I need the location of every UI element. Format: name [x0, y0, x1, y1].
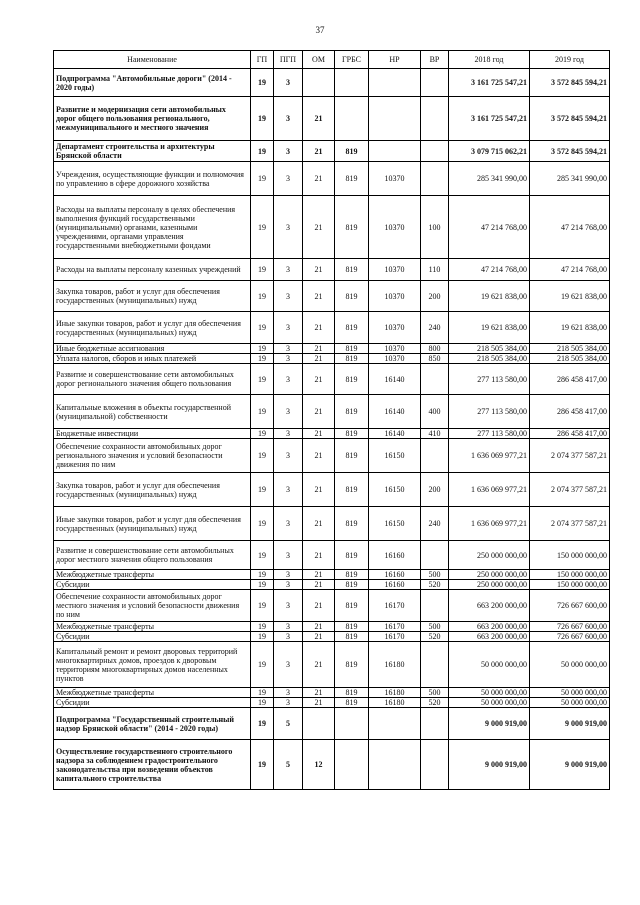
- cell-2019: 3 572 845 594,21: [530, 141, 610, 162]
- cell-pgp: 3: [274, 395, 303, 429]
- cell-2018: 3 161 725 547,21: [449, 97, 530, 141]
- cell-gp: 19: [251, 632, 274, 642]
- cell-pgp: 5: [274, 740, 303, 790]
- cell-2019: 285 341 990,00: [530, 162, 610, 196]
- cell-nr: [369, 141, 421, 162]
- cell-name: Межбюджетные трансферты: [54, 622, 251, 632]
- cell-pgp: 3: [274, 364, 303, 395]
- cell-pgp: 3: [274, 354, 303, 364]
- cell-2018: 47 214 768,00: [449, 259, 530, 281]
- cell-name: Закупка товаров, работ и услуг для обеспечения государственных (муниципальных) нужд: [54, 473, 251, 507]
- cell-name: Учреждения, осуществляющие функции и полномочия по управлению в сфере дорожного хозяйства: [54, 162, 251, 196]
- cell-name: Субсидии: [54, 632, 251, 642]
- cell-2019: 50 000 000,00: [530, 642, 610, 688]
- cell-name: Расходы на выплаты персоналу казенных учреждений: [54, 259, 251, 281]
- cell-2018: 3 079 715 062,21: [449, 141, 530, 162]
- cell-gp: 19: [251, 541, 274, 570]
- table-row: [54, 196, 610, 259]
- cell-grbs: 819: [335, 570, 369, 580]
- cell-nr: 16170: [369, 632, 421, 642]
- cell-pgp: 3: [274, 698, 303, 708]
- cell-om: 21: [303, 580, 335, 590]
- cell-grbs: 819: [335, 580, 369, 590]
- cell-pgp: 3: [274, 312, 303, 344]
- header-grbs: ГРБС: [335, 51, 369, 69]
- cell-gp: 19: [251, 473, 274, 507]
- cell-vr: [421, 162, 449, 196]
- cell-nr: 16170: [369, 590, 421, 622]
- cell-name: Субсидии: [54, 580, 251, 590]
- cell-grbs: 819: [335, 541, 369, 570]
- cell-gp: 19: [251, 698, 274, 708]
- cell-2019: 9 000 919,00: [530, 740, 610, 790]
- table-row: [54, 580, 610, 590]
- cell-2019: 19 621 838,00: [530, 312, 610, 344]
- cell-2018: 1 636 069 977,21: [449, 507, 530, 541]
- cell-nr: 10370: [369, 259, 421, 281]
- cell-2018: 9 000 919,00: [449, 708, 530, 740]
- cell-om: 21: [303, 622, 335, 632]
- cell-om: [303, 708, 335, 740]
- cell-vr: 520: [421, 632, 449, 642]
- cell-2019: 19 621 838,00: [530, 281, 610, 312]
- cell-name: Обеспечение сохранности автомобильных дорог местного значения и условий безопасности движения по ним: [54, 590, 251, 622]
- cell-name: Закупка товаров, работ и услуг для обеспечения государственных (муниципальных) нужд: [54, 281, 251, 312]
- cell-om: 12: [303, 740, 335, 790]
- cell-nr: 16180: [369, 698, 421, 708]
- cell-nr: 16160: [369, 570, 421, 580]
- page-number: 37: [315, 25, 325, 35]
- cell-om: 21: [303, 97, 335, 141]
- cell-2019: 286 458 417,00: [530, 429, 610, 439]
- cell-grbs: [335, 69, 369, 97]
- cell-grbs: 819: [335, 688, 369, 698]
- cell-gp: 19: [251, 364, 274, 395]
- cell-vr: 240: [421, 507, 449, 541]
- cell-nr: 10370: [369, 312, 421, 344]
- cell-2018: 50 000 000,00: [449, 642, 530, 688]
- cell-name: Капитальные вложения в объекты государственной (муниципальной) собственности: [54, 395, 251, 429]
- cell-2019: 726 667 600,00: [530, 622, 610, 632]
- cell-pgp: 3: [274, 344, 303, 354]
- cell-nr: 10370: [369, 354, 421, 364]
- budget-table: [53, 50, 610, 790]
- cell-om: 21: [303, 698, 335, 708]
- cell-pgp: 3: [274, 570, 303, 580]
- header-gp: ГП: [251, 51, 274, 69]
- cell-om: 21: [303, 259, 335, 281]
- cell-vr: [421, 740, 449, 790]
- cell-2018: 663 200 000,00: [449, 622, 530, 632]
- cell-gp: 19: [251, 708, 274, 740]
- table-row: [54, 541, 610, 570]
- cell-om: 21: [303, 281, 335, 312]
- cell-2019: 218 505 384,00: [530, 354, 610, 364]
- cell-nr: [369, 708, 421, 740]
- cell-2018: 19 621 838,00: [449, 312, 530, 344]
- cell-vr: [421, 97, 449, 141]
- cell-vr: 110: [421, 259, 449, 281]
- cell-pgp: 3: [274, 622, 303, 632]
- cell-name: Развитие и модернизация сети автомобильных дорог общего пользования регионального, межмуниципального и местного значения: [54, 97, 251, 141]
- cell-grbs: [335, 708, 369, 740]
- cell-om: 21: [303, 429, 335, 439]
- cell-om: 21: [303, 632, 335, 642]
- cell-name: Осуществление государственного строительного надзора за соблюдением градостроительного законодательства при возведении объектов капитального строительства: [54, 740, 251, 790]
- cell-gp: 19: [251, 395, 274, 429]
- cell-2018: 250 000 000,00: [449, 580, 530, 590]
- cell-name: Развитие и совершенствование сети автомобильных дорог регионального значения общего пользования: [54, 364, 251, 395]
- cell-2019: 726 667 600,00: [530, 590, 610, 622]
- cell-2018: 277 113 580,00: [449, 395, 530, 429]
- cell-grbs: 819: [335, 698, 369, 708]
- cell-pgp: 3: [274, 642, 303, 688]
- cell-name: Подпрограмма "Государственный строительный надзор Брянской области" (2014 - 2020 годы): [54, 708, 251, 740]
- cell-2019: 150 000 000,00: [530, 541, 610, 570]
- cell-name: Департамент строительства и архитектуры Брянской области: [54, 141, 251, 162]
- cell-vr: [421, 642, 449, 688]
- cell-nr: 16180: [369, 642, 421, 688]
- table-row: [54, 708, 610, 740]
- cell-pgp: 3: [274, 590, 303, 622]
- table-row: [54, 642, 610, 688]
- table-row: [54, 429, 610, 439]
- table-row: [54, 473, 610, 507]
- cell-nr: [369, 97, 421, 141]
- cell-2019: 50 000 000,00: [530, 688, 610, 698]
- cell-gp: 19: [251, 429, 274, 439]
- cell-gp: 19: [251, 281, 274, 312]
- cell-gp: 19: [251, 570, 274, 580]
- cell-name: Уплата налогов, сборов и иных платежей: [54, 354, 251, 364]
- cell-om: 21: [303, 473, 335, 507]
- cell-2019: 726 667 600,00: [530, 632, 610, 642]
- cell-vr: 520: [421, 580, 449, 590]
- cell-nr: 16170: [369, 622, 421, 632]
- cell-grbs: [335, 97, 369, 141]
- cell-2018: 663 200 000,00: [449, 590, 530, 622]
- cell-grbs: 819: [335, 632, 369, 642]
- cell-nr: 16140: [369, 364, 421, 395]
- cell-vr: 500: [421, 570, 449, 580]
- cell-grbs: 819: [335, 507, 369, 541]
- cell-pgp: 3: [274, 541, 303, 570]
- table-row: [54, 344, 610, 354]
- header-om: ОМ: [303, 51, 335, 69]
- cell-grbs: 819: [335, 473, 369, 507]
- cell-2018: 218 505 384,00: [449, 354, 530, 364]
- cell-gp: 19: [251, 259, 274, 281]
- cell-grbs: 819: [335, 590, 369, 622]
- cell-grbs: 819: [335, 622, 369, 632]
- table-row: [54, 622, 610, 632]
- cell-2019: 47 214 768,00: [530, 196, 610, 259]
- cell-vr: 520: [421, 698, 449, 708]
- cell-nr: 16140: [369, 429, 421, 439]
- cell-pgp: 3: [274, 281, 303, 312]
- table-row: [54, 354, 610, 364]
- cell-om: [303, 69, 335, 97]
- cell-name: Обеспечение сохранности автомобильных дорог регионального значения и условий безопасности движения по ним: [54, 439, 251, 473]
- cell-vr: 850: [421, 354, 449, 364]
- cell-grbs: 819: [335, 281, 369, 312]
- cell-name: Подпрограмма "Автомобильные дороги" (2014 - 2020 годы): [54, 69, 251, 97]
- cell-om: 21: [303, 354, 335, 364]
- cell-nr: 10370: [369, 162, 421, 196]
- cell-nr: 10370: [369, 344, 421, 354]
- table-row: [54, 590, 610, 622]
- cell-2019: 286 458 417,00: [530, 395, 610, 429]
- cell-grbs: 819: [335, 439, 369, 473]
- cell-pgp: 3: [274, 141, 303, 162]
- cell-2019: 218 505 384,00: [530, 344, 610, 354]
- cell-2019: 9 000 919,00: [530, 708, 610, 740]
- cell-name: Субсидии: [54, 698, 251, 708]
- table-row: [54, 281, 610, 312]
- cell-2019: 3 572 845 594,21: [530, 97, 610, 141]
- cell-gp: 19: [251, 580, 274, 590]
- cell-om: 21: [303, 344, 335, 354]
- cell-vr: 240: [421, 312, 449, 344]
- table-row: [54, 259, 610, 281]
- table-row: [54, 439, 610, 473]
- cell-vr: [421, 141, 449, 162]
- cell-om: 21: [303, 541, 335, 570]
- table-row: [54, 698, 610, 708]
- cell-om: 21: [303, 395, 335, 429]
- cell-2018: 1 636 069 977,21: [449, 473, 530, 507]
- cell-2018: 285 341 990,00: [449, 162, 530, 196]
- cell-gp: 19: [251, 590, 274, 622]
- cell-om: 21: [303, 688, 335, 698]
- table-row: [54, 740, 610, 790]
- cell-pgp: 3: [274, 580, 303, 590]
- cell-pgp: 3: [274, 259, 303, 281]
- table-row: [54, 688, 610, 698]
- cell-pgp: 3: [274, 688, 303, 698]
- table-row: [54, 570, 610, 580]
- cell-2018: 250 000 000,00: [449, 541, 530, 570]
- cell-grbs: 819: [335, 196, 369, 259]
- cell-pgp: 3: [274, 162, 303, 196]
- cell-grbs: 819: [335, 364, 369, 395]
- cell-vr: [421, 541, 449, 570]
- cell-pgp: 3: [274, 439, 303, 473]
- cell-gp: 19: [251, 688, 274, 698]
- cell-name: Межбюджетные трансферты: [54, 688, 251, 698]
- cell-2018: 47 214 768,00: [449, 196, 530, 259]
- cell-gp: 19: [251, 354, 274, 364]
- cell-grbs: 819: [335, 395, 369, 429]
- cell-2019: 50 000 000,00: [530, 698, 610, 708]
- cell-gp: 19: [251, 439, 274, 473]
- cell-grbs: 819: [335, 259, 369, 281]
- cell-gp: 19: [251, 622, 274, 632]
- cell-2019: 286 458 417,00: [530, 364, 610, 395]
- cell-nr: 16150: [369, 439, 421, 473]
- header-name: Наименование: [54, 51, 251, 69]
- cell-gp: 19: [251, 344, 274, 354]
- cell-om: 21: [303, 162, 335, 196]
- cell-gp: 19: [251, 162, 274, 196]
- cell-grbs: 819: [335, 141, 369, 162]
- cell-vr: 500: [421, 622, 449, 632]
- cell-gp: 19: [251, 312, 274, 344]
- table-row: [54, 97, 610, 141]
- cell-om: 21: [303, 570, 335, 580]
- cell-gp: 19: [251, 97, 274, 141]
- cell-vr: 400: [421, 395, 449, 429]
- cell-2019: 150 000 000,00: [530, 570, 610, 580]
- cell-2018: 19 621 838,00: [449, 281, 530, 312]
- header-pgp: ПГП: [274, 51, 303, 69]
- cell-vr: 200: [421, 281, 449, 312]
- cell-2018: 50 000 000,00: [449, 698, 530, 708]
- cell-vr: [421, 590, 449, 622]
- table-row: [54, 312, 610, 344]
- header-2019: 2019 год: [530, 51, 610, 69]
- cell-pgp: 5: [274, 708, 303, 740]
- cell-grbs: 819: [335, 312, 369, 344]
- cell-name: Капитальный ремонт и ремонт дворовых территорий многоквартирных домов, проездов к дворовым территориям многоквартирных домов населенных пунктов: [54, 642, 251, 688]
- cell-2019: 150 000 000,00: [530, 580, 610, 590]
- cell-nr: 10370: [369, 281, 421, 312]
- cell-2018: 277 113 580,00: [449, 429, 530, 439]
- cell-grbs: 819: [335, 344, 369, 354]
- cell-gp: 19: [251, 740, 274, 790]
- cell-2019: 47 214 768,00: [530, 259, 610, 281]
- table-row: [54, 141, 610, 162]
- cell-om: 21: [303, 141, 335, 162]
- cell-2018: 1 636 069 977,21: [449, 439, 530, 473]
- cell-nr: 16160: [369, 541, 421, 570]
- table-row: [54, 364, 610, 395]
- cell-2018: 663 200 000,00: [449, 632, 530, 642]
- cell-gp: 19: [251, 507, 274, 541]
- header-vr: ВР: [421, 51, 449, 69]
- cell-pgp: 3: [274, 429, 303, 439]
- cell-grbs: 819: [335, 642, 369, 688]
- cell-vr: [421, 708, 449, 740]
- cell-2018: 9 000 919,00: [449, 740, 530, 790]
- cell-pgp: 3: [274, 507, 303, 541]
- table-row: [54, 632, 610, 642]
- cell-name: Иные бюджетные ассигнования: [54, 344, 251, 354]
- cell-nr: [369, 69, 421, 97]
- cell-name: Иные закупки товаров, работ и услуг для обеспечения государственных (муниципальных) нужд: [54, 507, 251, 541]
- cell-nr: 16160: [369, 580, 421, 590]
- cell-vr: 100: [421, 196, 449, 259]
- table-row: [54, 69, 610, 97]
- cell-nr: 16150: [369, 507, 421, 541]
- cell-om: 21: [303, 439, 335, 473]
- cell-vr: 200: [421, 473, 449, 507]
- cell-grbs: 819: [335, 162, 369, 196]
- cell-2019: 2 074 377 587,21: [530, 507, 610, 541]
- cell-om: 21: [303, 507, 335, 541]
- cell-nr: [369, 740, 421, 790]
- cell-2019: 3 572 845 594,21: [530, 69, 610, 97]
- cell-om: 21: [303, 196, 335, 259]
- header-nr: НР: [369, 51, 421, 69]
- cell-pgp: 3: [274, 473, 303, 507]
- cell-gp: 19: [251, 69, 274, 97]
- cell-vr: [421, 439, 449, 473]
- cell-gp: 19: [251, 141, 274, 162]
- cell-pgp: 3: [274, 632, 303, 642]
- cell-vr: [421, 69, 449, 97]
- cell-name: Межбюджетные трансферты: [54, 570, 251, 580]
- table-row: [54, 395, 610, 429]
- cell-2018: 50 000 000,00: [449, 688, 530, 698]
- table-row: [54, 507, 610, 541]
- cell-nr: 10370: [369, 196, 421, 259]
- cell-vr: [421, 364, 449, 395]
- cell-2018: 3 161 725 547,21: [449, 69, 530, 97]
- cell-2018: 277 113 580,00: [449, 364, 530, 395]
- cell-vr: 410: [421, 429, 449, 439]
- cell-2018: 218 505 384,00: [449, 344, 530, 354]
- header-2018: 2018 год: [449, 51, 530, 69]
- cell-om: 21: [303, 312, 335, 344]
- cell-name: Иные закупки товаров, работ и услуг для обеспечения государственных (муниципальных) нужд: [54, 312, 251, 344]
- cell-grbs: [335, 740, 369, 790]
- cell-name: Развитие и совершенствование сети автомобильных дорог местного значения общего пользования: [54, 541, 251, 570]
- cell-vr: 800: [421, 344, 449, 354]
- cell-nr: 16150: [369, 473, 421, 507]
- cell-pgp: 3: [274, 69, 303, 97]
- cell-2018: 250 000 000,00: [449, 570, 530, 580]
- cell-om: 21: [303, 364, 335, 395]
- cell-pgp: 3: [274, 97, 303, 141]
- cell-name: Расходы на выплаты персоналу в целях обеспечения выполнения функций государственными (муниципальными) органами, казенными учреждениями, органами управления государственными внебюджетными фондами: [54, 196, 251, 259]
- cell-nr: 16140: [369, 395, 421, 429]
- cell-2019: 2 074 377 587,21: [530, 439, 610, 473]
- table-row: [54, 162, 610, 196]
- cell-nr: 16180: [369, 688, 421, 698]
- cell-grbs: 819: [335, 429, 369, 439]
- cell-vr: 500: [421, 688, 449, 698]
- cell-grbs: 819: [335, 354, 369, 364]
- cell-om: 21: [303, 642, 335, 688]
- header-row: [54, 51, 610, 69]
- cell-gp: 19: [251, 642, 274, 688]
- cell-om: 21: [303, 590, 335, 622]
- cell-name: Бюджетные инвестиции: [54, 429, 251, 439]
- cell-gp: 19: [251, 196, 274, 259]
- cell-pgp: 3: [274, 196, 303, 259]
- cell-2019: 2 074 377 587,21: [530, 473, 610, 507]
